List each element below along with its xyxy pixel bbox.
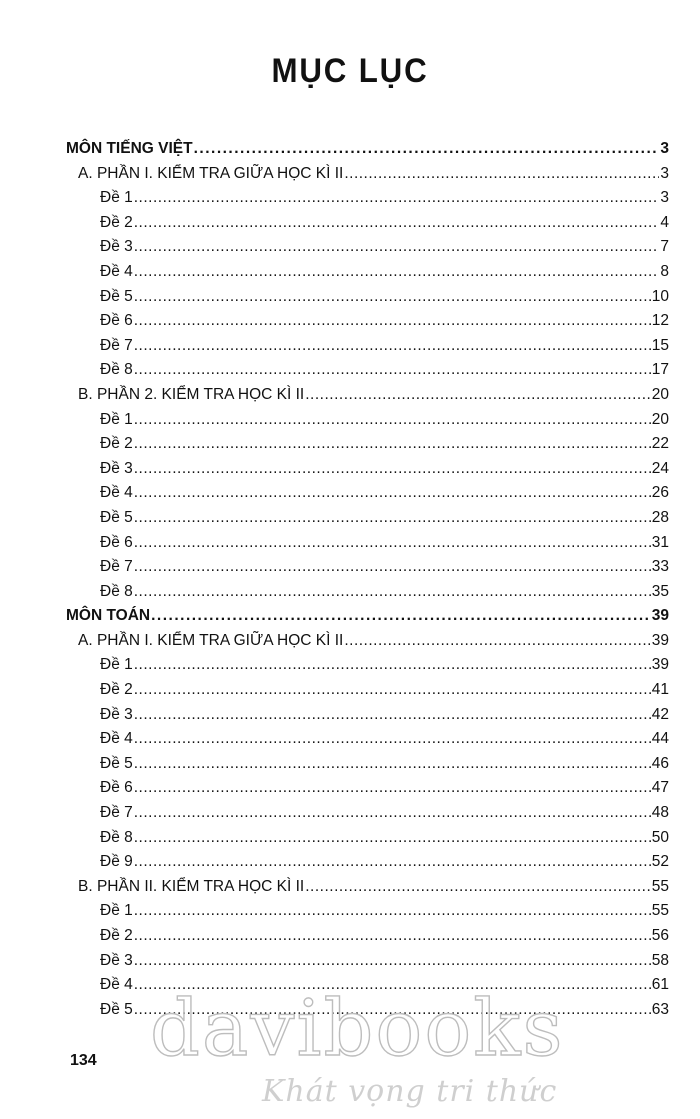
toc-entry-label: Đề 1	[100, 656, 133, 674]
dot-leader	[134, 829, 651, 847]
toc-item[interactable]	[66, 829, 669, 854]
dot-leader	[344, 165, 659, 183]
toc-entry-label: B. PHẦN 2. KIỂM TRA HỌC KÌ II	[78, 385, 305, 403]
dot-leader	[134, 460, 651, 478]
dot-leader	[305, 386, 651, 404]
dot-leader	[344, 632, 650, 650]
toc-entry-page: 17	[651, 361, 669, 379]
dot-leader	[134, 337, 651, 355]
toc-entry-page: 39	[651, 631, 669, 649]
toc-entry-page: 39	[651, 656, 669, 674]
toc-entry-label: Đề 2	[100, 213, 133, 231]
toc-entry-label: Đề 4	[100, 730, 133, 748]
toc-entry-page: 63	[651, 1000, 669, 1018]
toc-item[interactable]	[66, 484, 669, 509]
toc-section[interactable]	[66, 878, 669, 903]
toc-entry-label: Đề 6	[100, 312, 133, 330]
toc-entry-page: 31	[651, 533, 669, 551]
toc-entry-page: 4	[660, 213, 669, 231]
dot-leader	[134, 952, 651, 970]
dot-leader	[134, 189, 660, 207]
toc-item[interactable]	[66, 656, 669, 681]
toc-entry-page: 47	[651, 779, 669, 797]
toc-item[interactable]	[66, 804, 669, 829]
toc-item[interactable]	[66, 779, 669, 804]
toc-entry-label: Đề 7	[100, 336, 133, 354]
toc-item[interactable]	[66, 411, 669, 436]
toc-entry-page: 61	[651, 976, 669, 994]
dot-leader	[134, 927, 651, 945]
toc-entry-label: Đề 5	[100, 508, 133, 526]
watermark-brand: davibooks	[150, 984, 565, 1074]
dot-leader	[134, 681, 651, 699]
toc-item[interactable]	[66, 361, 669, 386]
toc-entry-page: 48	[651, 804, 669, 822]
toc-item[interactable]	[66, 927, 669, 952]
toc-entry-label: Đề 8	[100, 582, 133, 600]
toc-entry-label: Đề 5	[100, 754, 133, 772]
dot-leader	[134, 558, 651, 576]
toc-entry-page: 8	[660, 262, 669, 280]
toc-entry-label: MÔN TOÁN	[66, 607, 151, 625]
toc-entry-label: Đề 2	[100, 927, 133, 944]
toc-entry-label: Đề 4	[100, 976, 133, 994]
toc-entry-label: MÔN TIẾNG VIỆT	[66, 140, 193, 157]
toc-item[interactable]	[66, 263, 669, 288]
toc-subject[interactable]	[66, 607, 669, 632]
toc-entry-label: Đề 7	[100, 804, 133, 822]
toc-item[interactable]	[66, 435, 669, 460]
dot-leader	[134, 804, 651, 822]
toc-item[interactable]	[66, 288, 669, 313]
table-of-contents	[66, 140, 669, 1025]
toc-entry-label: Đề 3	[100, 951, 133, 969]
toc-entry-page: 26	[651, 484, 669, 502]
watermark-tagline: Khát vọng tri thức	[262, 1074, 558, 1109]
dot-leader	[134, 238, 660, 256]
toc-entry-label: Đề 2	[100, 435, 133, 453]
toc-entry-page: 3	[660, 164, 669, 182]
toc-item[interactable]	[66, 558, 669, 583]
dot-leader	[134, 435, 651, 453]
toc-entry-page: 24	[651, 459, 669, 477]
toc-item[interactable]	[66, 460, 669, 485]
toc-item[interactable]	[66, 312, 669, 337]
dot-leader	[134, 263, 660, 281]
toc-entry-page: 46	[651, 754, 669, 772]
toc-item[interactable]	[66, 238, 669, 263]
toc-entry-label: Đề 3	[100, 238, 133, 256]
toc-entry-page: 52	[651, 853, 669, 871]
dot-leader	[134, 534, 651, 552]
dot-leader	[134, 361, 651, 379]
toc-entry-label: Đề 2	[100, 681, 133, 699]
toc-entry-label: Đề 5	[100, 287, 133, 305]
toc-entry-page: 7	[660, 238, 669, 256]
toc-entry-label: Đề 3	[100, 459, 133, 477]
toc-entry-label: Đề 1	[100, 902, 133, 920]
toc-item[interactable]	[66, 534, 669, 559]
dot-leader	[134, 312, 651, 330]
page-number: 134	[70, 1052, 97, 1069]
toc-item[interactable]	[66, 952, 669, 977]
toc-item[interactable]	[66, 681, 669, 706]
toc-entry-page: 28	[651, 508, 669, 526]
toc-entry-label: Đề 5	[100, 1000, 133, 1018]
toc-entry-label: A. PHẦN I. KIỂM TRA GIỮA HỌC KÌ II	[78, 631, 344, 649]
toc-entry-label: Đề 4	[100, 484, 133, 502]
toc-section[interactable]	[66, 165, 669, 190]
dot-leader	[134, 755, 651, 773]
toc-entry-label: Đề 6	[100, 779, 133, 797]
dot-leader	[134, 656, 651, 674]
toc-entry-page: 42	[651, 705, 669, 723]
toc-item[interactable]	[66, 755, 669, 780]
toc-section[interactable]	[66, 386, 669, 411]
dot-leader	[134, 411, 651, 429]
toc-entry-page: 12	[651, 312, 669, 330]
toc-item[interactable]	[66, 189, 669, 214]
toc-entry-label: Đề 1	[100, 410, 133, 428]
toc-entry-label: Đề 6	[100, 533, 133, 551]
toc-entry-page: 41	[651, 681, 669, 699]
toc-entry-page: 58	[651, 951, 669, 969]
toc-entry-label: Đề 3	[100, 705, 133, 723]
toc-entry-label: Đề 7	[100, 558, 133, 576]
toc-entry-page: 55	[651, 877, 669, 895]
toc-entry-label: Đề 4	[100, 262, 133, 280]
toc-entry-page: 10	[651, 287, 669, 305]
dot-leader	[134, 706, 651, 724]
toc-entry-label: Đề 8	[100, 828, 133, 846]
toc-entry-page: 56	[651, 927, 669, 944]
toc-item[interactable]	[66, 214, 669, 239]
toc-entry-page: 50	[651, 828, 669, 846]
toc-item[interactable]	[66, 337, 669, 362]
toc-entry-label: B. PHẦN II. KIỂM TRA HỌC KÌ II	[78, 877, 305, 895]
dot-leader	[305, 878, 651, 896]
toc-entry-label: Đề 1	[100, 189, 133, 207]
toc-entry-page: 33	[651, 558, 669, 576]
toc-section[interactable]	[66, 632, 669, 657]
toc-item[interactable]	[66, 730, 669, 755]
toc-entry-label: A. PHẦN I. KIỂM TRA GIỮA HỌC KÌ II	[78, 164, 344, 182]
dot-leader	[134, 509, 651, 527]
toc-item[interactable]	[66, 706, 669, 731]
toc-subject[interactable]	[66, 140, 669, 165]
dot-leader	[134, 730, 651, 748]
dot-leader	[134, 484, 651, 502]
dot-leader	[134, 902, 651, 920]
toc-item[interactable]	[66, 853, 669, 878]
dot-leader	[134, 779, 651, 797]
toc-item[interactable]	[66, 583, 669, 608]
dot-leader	[194, 140, 660, 158]
toc-entry-page: 35	[651, 582, 669, 600]
dot-leader	[134, 583, 651, 601]
toc-entry-label: Đề 8	[100, 361, 133, 379]
toc-entry-page: 15	[651, 336, 669, 354]
toc-entry-page: 3	[660, 140, 669, 157]
dot-leader	[134, 853, 651, 871]
page-title: MỤC LỤC	[271, 52, 429, 90]
toc-entry-page: 55	[651, 902, 669, 920]
dot-leader	[134, 214, 660, 232]
toc-item[interactable]	[66, 509, 669, 534]
toc-entry-page: 39	[651, 607, 669, 625]
toc-entry-label: Đề 9	[100, 853, 133, 871]
dot-leader	[134, 288, 651, 306]
toc-item[interactable]	[66, 902, 669, 927]
toc-entry-page: 3	[660, 189, 669, 207]
toc-entry-page: 20	[651, 385, 669, 403]
dot-leader	[151, 607, 651, 625]
toc-entry-page: 22	[651, 435, 669, 453]
toc-entry-page: 44	[651, 730, 669, 748]
toc-entry-page: 20	[651, 410, 669, 428]
